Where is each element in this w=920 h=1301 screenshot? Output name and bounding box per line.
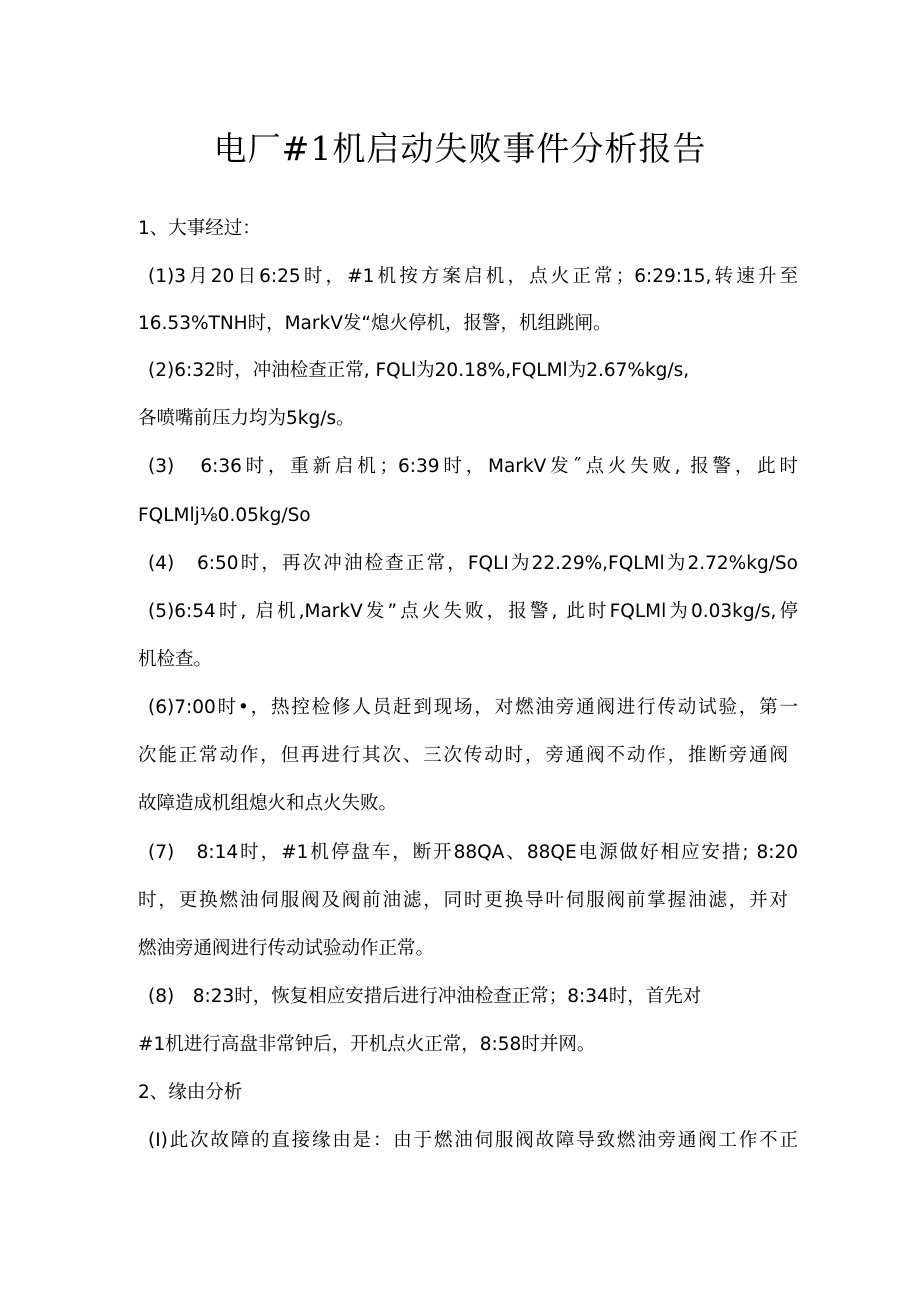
paragraph-5-line-1: (5)6:54时, 启机,MarkV发”点火失败，报警, 此时FQLMl为0.03kg∕s,停 xyxy=(148,601,798,622)
section-heading-2: 2、缘由分析 xyxy=(138,1082,243,1103)
paragraph-6-line-3: 故障造成机组熄火和点火失败。 xyxy=(138,793,398,814)
paragraph-3-line-1: (3) 6:36时，重新启机；6:39时，MarkV发˝点火失败, 报警，此时 xyxy=(148,456,798,477)
paragraph-2-line-2: 各喷嘴前压力均为5kg∕s。 xyxy=(138,408,355,429)
paragraph-7-line-2: 时，更换燃油伺服阀及阀前油滤，同时更换导叶伺服阀前掌握油滤，并对 xyxy=(138,890,788,911)
paragraph-4-line-1: (4) 6:50时，再次冲油检查正常，FQLI为22.29%,FQLMl为2.72%kg/So xyxy=(148,553,798,574)
paragraph-7-line-1: (7) 8:14时，#1机停盘车，断开88QA、88QE电源做好相应安措; 8:20 xyxy=(148,842,798,863)
document-title: 电厂#1机启动失败事件分析报告 xyxy=(213,129,707,168)
paragraph-6-line-2: 次能正常动作，但再进行其次、三次传动时，旁通阀不动作，推断旁通阀 xyxy=(138,745,788,766)
paragraph-6-line-1: (6)7:00时•，热控检修人员赶到现场，对燃油旁通阀进行传动试验，第一 xyxy=(148,697,798,718)
paragraph-5-line-2: 机检查。 xyxy=(138,649,213,670)
paragraph-8-line-2: #1机进行高盘非常钟后，开机点火正常，8:58时并网。 xyxy=(138,1034,596,1055)
paragraph-3-line-2: FQLMlj⅛0.05kg∕So xyxy=(138,505,311,526)
section-heading-1: 1、大事经过： xyxy=(138,218,261,239)
paragraph-1-line-2: 16.53%TNH时，MarkV发“熄火停机，报警，机组跳闸。 xyxy=(138,313,612,334)
paragraph-2-line-1: (2)6:32时，冲油检查正常, FQLl为20.18%,FQLMl为2.67%kg∕s, xyxy=(148,360,690,381)
paragraph-1-line-1: (1)3月20日6:25时，#1机按方案启机，点火正常；6:29:15,转速升至 xyxy=(148,266,798,287)
paragraph-9-line-1: (I)此次故障的直接缘由是：由于燃油伺服阀故障导致燃油旁通阀工作不正 xyxy=(148,1130,798,1151)
paragraph-8-line-1: (8) 8:23时，恢复相应安措后进行冲油检查正常；8:34时，首先对 xyxy=(148,986,702,1007)
paragraph-7-line-3: 燃油旁通阀进行传动试验动作正常。 xyxy=(138,938,435,959)
